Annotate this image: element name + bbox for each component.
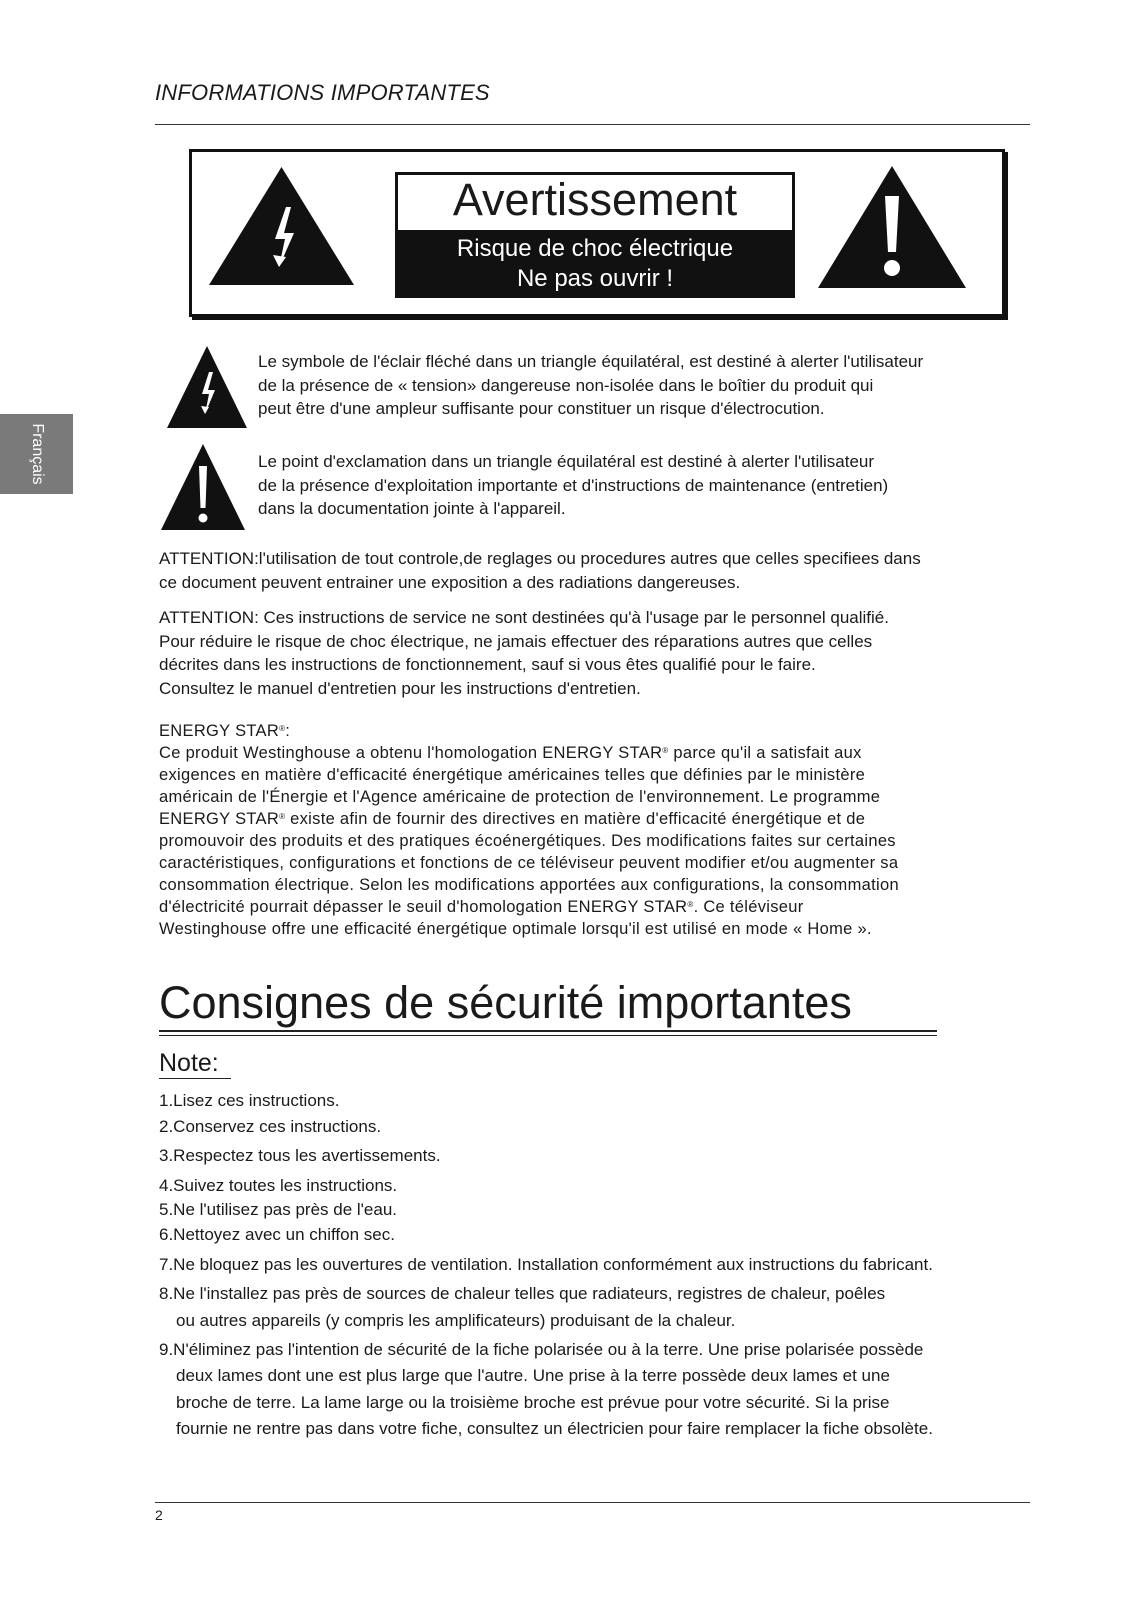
attention-service: ATTENTION: Ces instructions de service ne sont destinées qu'à l'usage par le personnel qualifié. Pour réduire le risque de choc électrique, ne jamais effectuer des réparations autres que celles décrites dans les instructions de fonctionnement, sauf si vous êtes qualifié pour le faire. Consultez le manuel d'entretien pour les instructions d'entretien.: [159, 608, 889, 698]
list-item: 8.Ne l'installez pas près de sources de chaleur telles que radiateurs, registres de chaleur, poêles: [159, 1284, 886, 1303]
note-label: Note:: [159, 1049, 219, 1077]
header-divider: [155, 124, 1030, 125]
list-item: 7.Ne bloquez pas les ouvertures de ventilation. Installation conformément aux instructions du fabricant.: [159, 1255, 933, 1274]
energy-star-heading: ENERGY STAR®:: [159, 722, 291, 740]
lightning-explanation: Le symbole de l'éclair fléché dans un triangle équilatéral, est destiné à alerter l'utilisateur de la présence de « tension» dangereuse non-isolée dans le boîtier du produit qui peut être d'une ampleur suffisante pour constituer un risque d'électrocution.: [258, 352, 924, 418]
small-lightning-icon: [167, 346, 247, 428]
warning-title: Avertissement: [452, 174, 738, 225]
list-item: fournie ne rentre pas dans votre fiche, consultez un électricien pour faire remplacer la fiche obsolète.: [176, 1419, 933, 1438]
list-item: 2.Conservez ces instructions.: [159, 1117, 382, 1136]
list-item: ou autres appareils (y compris les amplificateurs) produisant de la chaleur.: [176, 1311, 736, 1330]
page-header-title: INFORMATIONS IMPORTANTES: [155, 80, 490, 105]
safety-heading: Consignes de sécurité importantes: [159, 977, 852, 1028]
page-number: 2: [155, 1507, 163, 1523]
list-item: 6.Nettoyez avec un chiffon sec.: [159, 1225, 395, 1244]
footer-divider: [155, 1502, 1030, 1503]
list-item: broche de terre. La lame large ou la troisième broche est prévue pour votre sécurité. Si la prise: [176, 1393, 890, 1412]
safety-heading-underline: [159, 1030, 937, 1032]
warning-subtitle-panel: [395, 230, 795, 298]
warning-line-1: Risque de choc électrique: [456, 235, 734, 262]
list-item: 3.Respectez tous les avertissements.: [159, 1146, 441, 1165]
language-side-tab: [0, 414, 73, 494]
safety-heading-underline-2: [159, 1035, 937, 1036]
list-item: 1.Lisez ces instructions.: [159, 1091, 340, 1110]
small-exclamation-icon: [161, 444, 245, 530]
list-item: deux lames dont une est plus large que l'autre. Une prise à la terre possède deux lames et une: [176, 1366, 890, 1385]
attention-radiation: ATTENTION:l'utilisation de tout controle,de reglages ou procedures autres que celles specifiees dans ce document peuvent entrainer une exposition a des radiations dangereuses.: [159, 549, 921, 592]
energy-star-section: ENERGY STAR®: Ce produit Westinghouse a obtenu l'homologation ENERGY STAR® parce qu'il a satisfait aux exigences en matière d'efficacité énergétique américaines telles que définies par le ministère américain de l'Énergie et l'Agence américaine de protection de l'environnement. Le programme ENERGY STAR® existe afin de fournir des directives en matière d'efficacité énergétique et de promouvoir des produits et des pratiques écoénergétiques. Des modifications faites sur certaines caractéristiques, configurations et fonctions de ce téléviseur peuvent modifier et/ou augmenter sa consommation électrique. Selon les modifications apportées aux configurations, la consommation d'électricité pourrait dépasser le seuil d'homologation ENERGY STAR®. Ce téléviseur Westinghouse offre une efficacité énergétique optimale lorsqu'il est utilisé en mode « Home ».: [159, 720, 1039, 940]
note-underline: [159, 1078, 231, 1079]
exclamation-explanation: Le point d'exclamation dans un triangle équilatéral est destiné à alerter l'utilisateur de la présence d'exploitation importante et d'instructions de maintenance (entretien) dans la documentation jointe à l'appareil.: [258, 452, 889, 518]
lightning-warning-icon: [209, 167, 354, 285]
list-item: 4.Suivez toutes les instructions.: [159, 1176, 398, 1195]
language-side-tab-label: Français: [28, 423, 46, 485]
list-item: 5.Ne l'utilisez pas près de l'eau.: [159, 1200, 398, 1219]
warning-line-2: Ne pas ouvrir !: [516, 265, 674, 292]
list-item: 9.N'éliminez pas l'intention de sécurité de la fiche polarisée ou à la terre. Une prise polarisée possède: [159, 1340, 924, 1359]
exclamation-warning-icon: [818, 166, 966, 288]
